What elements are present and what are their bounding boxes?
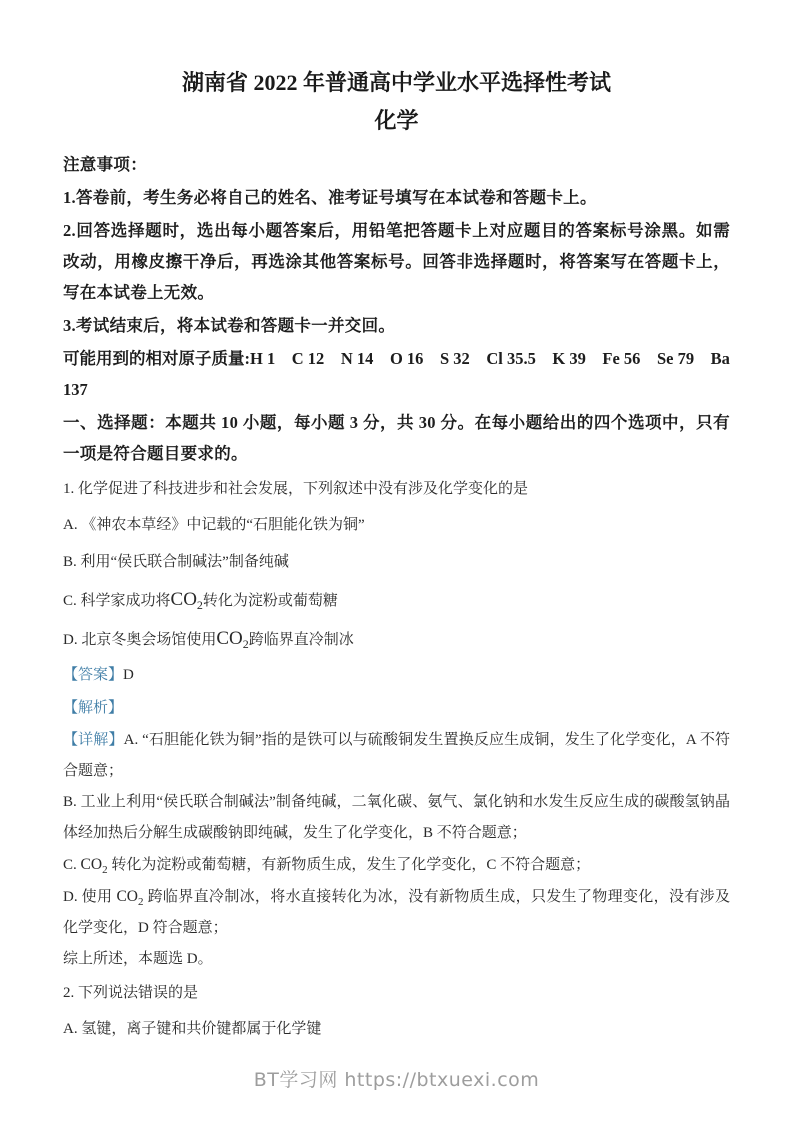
notice-item-1: 1.答卷前，考生务必将自己的姓名、准考证号填写在本试卷和答题卡上。 [63,188,597,207]
atomic-mass-token: S 32 [439,349,470,368]
chemical-formula-subscript: 2 [137,896,144,908]
atomic-mass-token: K 39 [552,349,586,368]
chemical-formula: CO [170,589,197,610]
option-text: A. 《神农本草经》中记载的“石胆能化铁为铜” [63,517,365,533]
exam-title: 湖南省 2022 年普通高中学业水平选择性考试 [181,70,611,95]
chemical-formula-subscript: 2 [196,598,203,612]
option-text: A. 氢键，离子键和共价键都属于化学键 [63,1021,322,1037]
section-heading: 一、选择题：本题共 10 小题，每小题 3 分，共 30 分。在每小题给出的四个选项中，只有一项是符合题目要求的。 [63,413,730,463]
notice-item-3: 3.考试结束后，将本试卷和答题卡一并交回。 [63,316,396,335]
atomic-mass-token: 可能用到的相对原子质量:H 1 [63,349,276,368]
atomic-mass-token: Ba [710,349,730,368]
explanation-text: 转化为淀粉或葡萄糖，有新物质生成，发生了化学变化，C 不符合题意； [107,857,591,873]
question-2-stem: 2. 下列说法错误的是 [63,985,199,1001]
option-text: D. 北京冬奥会场馆使用 [63,632,217,648]
answer-line [63,659,730,692]
explanation-text: A. “石胆能化铁为铜”指的是铁可以与硫酸铜发生置换反应生成铜，发生了化学变化，A 不符合题意； [63,732,730,779]
footer-watermark: BT学习网 https://btxuexi.com [253,1069,540,1091]
atomic-masses-line [63,343,730,374]
option-text: 转化为淀粉或葡萄糖 [202,593,338,609]
explanation-text: B. 工业上利用“侯氏联合制碱法”制备纯碱，二氧化碳、氨气、氯化钠和水发生反应生成的碳酸氢钠晶体经加热后分解生成碳酸钠即纯碱，发生了化学变化，B 不符合题意； [63,794,730,841]
explanation-conclusion [63,944,730,975]
chemical-formula-subscript: 2 [242,637,249,651]
atomic-mass-token: Se 79 [656,349,695,368]
explanation-text: 跨临界直冷制冰，将水直接转化为冰，没有新物质生成，只发生了物理变化，没有涉及化学变化，D 符合题意； [63,889,730,936]
chemical-formula: CO [80,856,103,873]
question-1-stem: 1. 化学促进了科技进步和社会发展，下列叙述中没有涉及化学变化的是 [63,481,529,497]
detail-tag: 【详解】 [63,732,124,748]
explanation-text: C. [63,857,81,873]
notice-heading: 注意事项： [63,155,147,174]
atomic-mass-token: O 16 [389,349,424,368]
question-1-option-d [63,620,730,659]
analysis-tag: 【解析】 [63,700,124,716]
atomic-mass-token: Fe 56 [602,349,641,368]
question-1-option-b [63,544,730,581]
option-text: C. 科学家成功将 [63,593,171,609]
answer-value: D [123,667,134,683]
answer-tag: 【答案】 [63,667,124,683]
explanation-paragraph-b [63,787,730,849]
atomic-mass-token: C 12 [291,349,325,368]
explanation-paragraph-c [63,849,730,881]
explanation-paragraph-d [63,881,730,944]
chemical-formula: CO [116,888,138,905]
question-1-option-a [63,507,730,544]
chemical-formula-subscript: 2 [102,864,108,876]
option-text: 跨临界直冷制冰 [248,632,354,648]
exam-subject: 化学 [374,108,419,133]
atomic-mass-token: N 14 [340,349,374,368]
explanation-text: 综上所述，本题选 D。 [63,951,213,967]
analysis-line [63,692,730,725]
explanation-text: D. 使用 [63,889,117,905]
atomic-mass-token: Cl 35.5 [486,349,536,368]
option-text: B. 利用“侯氏联合制碱法”制备纯碱 [63,554,289,570]
explanation-paragraph-a [63,725,730,787]
chemical-formula: CO [216,628,243,649]
notice-item-2: 2.回答选择题时，选出每小题答案后，用铅笔把答题卡上对应题目的答案标号涂黑。如需改动，用橡皮擦干净后，再选涂其他答案标号。回答非选择题时，将答案写在答题卡上，写在本试卷上无效。 [63,221,730,302]
question-1-option-c [63,581,730,620]
question-2-option-a [63,1011,730,1048]
atomic-masses-overflow: 137 [63,380,88,399]
